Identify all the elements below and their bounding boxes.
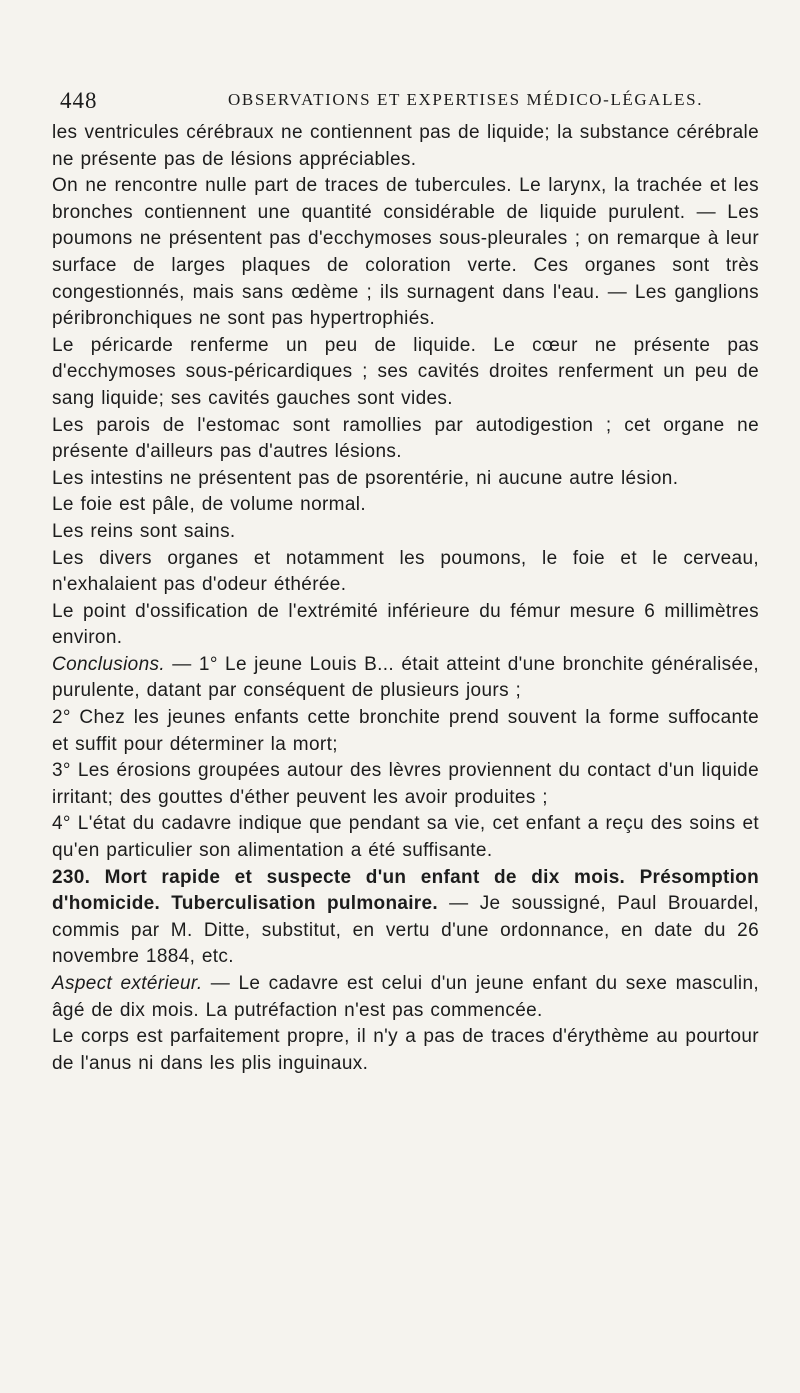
paragraph <box>52 492 759 519</box>
paragraph <box>52 333 759 413</box>
paragraph-text: Le foie est pâle, de volume normal. <box>52 494 366 516</box>
case-heading: 230. Mort rapide et suspecte d'un enfant de dix mois. Présomption d'homicide. Tuberculisation pulmonaire. <box>52 866 759 915</box>
paragraph-text: 2° Chez les jeunes enfants cette bronchite prend souvent la forme suffocante et suffit pour déterminer la mort; <box>52 707 759 755</box>
paragraph <box>52 758 759 811</box>
paragraph-text: Les divers organes et notamment les poumons, le foie et le cerveau, n'exhalaient pas d'odeur éthérée. <box>52 547 759 596</box>
paragraph <box>52 120 759 173</box>
running-head <box>60 88 710 114</box>
body-text <box>52 120 759 1077</box>
paragraph-text: — Le cadavre est celui d'un jeune enfant du sexe masculin, âgé de dix mois. La putréfaction n'est pas commencée. <box>52 973 760 1021</box>
paragraph <box>52 519 759 546</box>
paragraph-text: Les reins sont sains. <box>52 520 236 542</box>
paragraph-text: Le point d'ossification de l'extrémité inférieure du fémur mesure 6 millimètres environ. <box>52 600 759 649</box>
paragraph-text: Le corps est parfaitement propre, il n'y a pas de traces d'érythème au pourtour de l'anus ni dans les plis inguinaux. <box>52 1026 759 1074</box>
paragraph-text: Les intestins ne présentent pas de psorentérie, ni aucune autre lésion. <box>52 467 679 489</box>
paragraph-text: On ne rencontre nulle part de traces de tubercules. Le larynx, la trachée et les bronches contiennent une quantité considérable de liquide purulent. — Les poumons ne présentent pas d'ecchymoses sous-pleurales ; on remarque à leur surface de larges plaques de coloration verte. Ces organes sont très congestionnés, mais sans œdème ; ils surnagent dans l'eau. — Les ganglions péribronchiques ne sont pas hypertrophiés. <box>52 175 759 330</box>
paragraph <box>52 413 759 466</box>
paragraph-text: 4° L'état du cadavre indique que pendant sa vie, cet enfant a reçu des soins et qu'en particulier son alimentation a été suffisante. <box>52 813 759 862</box>
paragraph-text: Les parois de l'estomac sont ramollies par autodigestion ; cet organe ne présente d'ailleurs pas d'autres lésions. <box>52 414 759 463</box>
paragraph-text: 3° Les érosions groupées autour des lèvres proviennent du contact d'un liquide irritant; des gouttes d'éther peuvent les avoir produites ; <box>52 760 759 808</box>
paragraph <box>52 466 759 493</box>
paragraph <box>52 811 759 864</box>
section-lead: Aspect extérieur. <box>52 973 203 994</box>
paragraph-text: les ventricules cérébraux ne contiennent pas de liquide; la substance cérébrale ne présente pas de lésions appréciables. <box>52 122 759 170</box>
paragraph-text: Le péricarde renferme un peu de liquide. Le cœur ne présente pas d'ecchymoses sous-péricardiques ; ses cavités droites renferment un peu de sang liquide; ses cavités gauches sont vides. <box>52 334 759 409</box>
paragraph <box>52 546 759 599</box>
paragraph <box>52 173 759 333</box>
paragraph <box>52 652 759 705</box>
paragraph <box>52 971 759 1024</box>
section-lead: Conclusions. <box>52 653 165 675</box>
paragraph-text: — Je soussigné, Paul Brouardel, commis par M. Ditte, substitut, en vertu d'une ordonnance, en date du 26 novembre 1884, etc. <box>52 893 760 968</box>
page-number: 448 <box>60 88 98 113</box>
paragraph <box>52 865 759 971</box>
paragraph-text: — 1° Le jeune Louis B... était atteint d'une bronchite généralisée, purulente, datant par conséquent de plusieurs jours ; <box>52 653 759 702</box>
paragraph <box>52 1024 759 1077</box>
paragraph <box>52 599 759 652</box>
paragraph <box>52 705 759 758</box>
running-title: OBSERVATIONS ET EXPERTISES MÉDICO-LÉGALES. <box>228 90 704 109</box>
